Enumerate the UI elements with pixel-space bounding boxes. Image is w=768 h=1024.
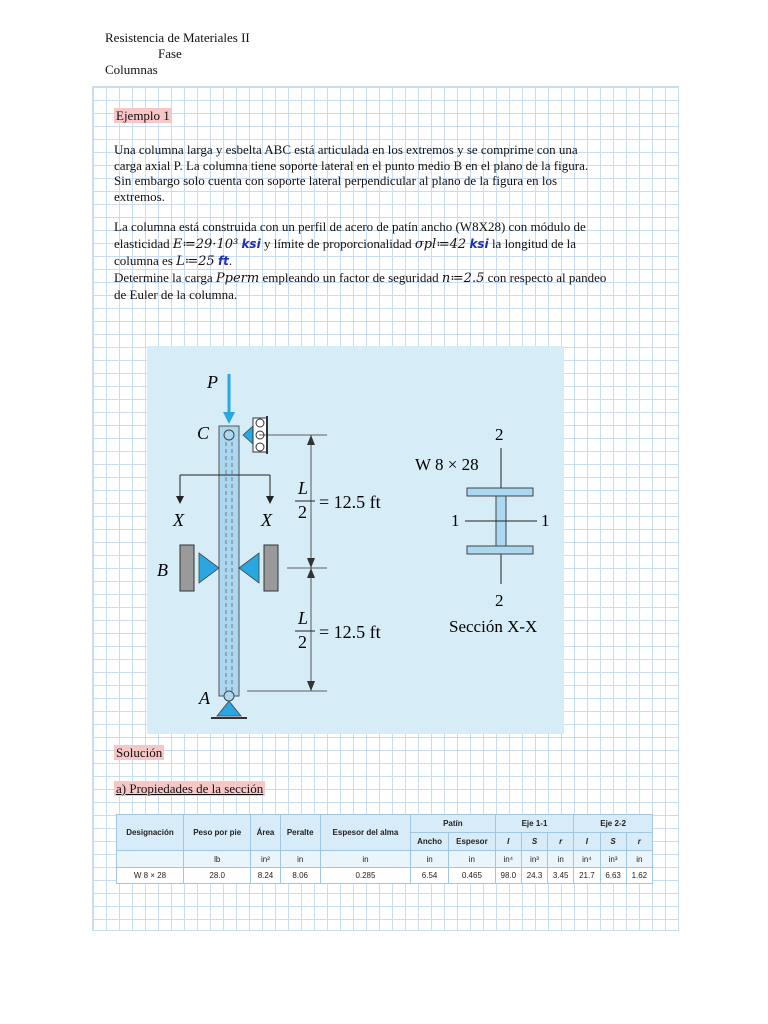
lateral-support-left-icon: [199, 553, 219, 583]
dim-bottom-l: L: [298, 608, 309, 628]
axis-2-top-label: 2: [495, 425, 504, 444]
col-weight: Peso por pie: [183, 815, 251, 851]
solution-subtitle: a) Propiedades de la sección: [116, 781, 264, 796]
column-body: [219, 426, 239, 696]
section-cut-label: Sección X-X: [449, 617, 538, 636]
proportional-limit-expr: σpl≔42: [414, 237, 467, 252]
col-depth: Peralte: [280, 815, 320, 851]
dim-top-2: 2: [298, 502, 307, 522]
col-flange: Patín: [411, 815, 496, 833]
phase-label: Fase: [158, 46, 182, 61]
example-title: Ejemplo 1: [116, 108, 170, 123]
column-figure: [147, 346, 564, 734]
point-b-label: B: [157, 560, 168, 580]
axis-1-right-label: 1: [541, 511, 550, 530]
document-header: [105, 30, 250, 78]
elastic-modulus-expr: E≔29·10³: [172, 237, 239, 252]
topic-label: Columnas: [105, 62, 158, 77]
col-flange-width: Ancho: [411, 833, 449, 851]
pin-c-icon: [224, 430, 234, 440]
allowable-load-expr: Pperm: [215, 271, 260, 286]
dim-bottom-value: = 12.5 ft: [319, 622, 381, 642]
lateral-support-right-icon: [239, 553, 259, 583]
col-flange-thickness: Espesor: [449, 833, 496, 851]
roller-icon: [256, 419, 264, 427]
axis-2-bottom-label: 2: [495, 591, 504, 610]
table-row: W 8 × 28 28.0 8.24 8.06 0.285 6.54 0.465 98.0 24.3 3.45 21.7 6.63 1.62: [117, 868, 653, 884]
col-axis-11: Eje 1-1: [495, 815, 574, 833]
point-c-label: C: [197, 423, 210, 443]
pin-a-icon: [224, 691, 234, 701]
dim-top-value: = 12.5 ft: [319, 492, 381, 512]
problem-paragraph-2: La columna está construida con un perfil de acero de patín ancho (W8X28) con módulo de elasticidad E≔29·10³ ksi y límite de proporcionalidad σpl≔42 ksi la longitud de la columna es L≔25 ft. Determine la carga Pperm empleando un factor de seguridad n≔2.5 con respecto al pandeo de Euler de la columna.: [114, 219, 607, 302]
safety-factor-expr: n≔2.5: [441, 271, 485, 286]
col-axis-22: Eje 2-2: [574, 815, 653, 833]
col-area: Área: [251, 815, 280, 851]
section-name: W 8 × 28: [415, 455, 479, 474]
section-cut-left-label: X: [173, 510, 184, 530]
solution-title: Solución: [116, 745, 163, 760]
section-cut-right-label: X: [261, 510, 272, 530]
w-section-icon: [467, 488, 533, 496]
point-a-label: A: [199, 688, 210, 708]
col-designation: Designación: [117, 815, 184, 851]
course-name: Resistencia de Materiales II: [105, 30, 250, 45]
dim-bottom-2: 2: [298, 632, 307, 652]
axis-1-left-label: 1: [451, 511, 460, 530]
length-expr: L≔25: [176, 254, 215, 269]
section-properties-table: Designación Peso por pie Área Peralte Espesor del alma Patín Eje 1-1 Eje 2-2 Ancho Espesor I S r I S r lb in² in in in in in⁴ in³ in in⁴ in³ in W 8 × 28 28.0 8.24 8.06 0.285 6.54 0.465 98.0 24.3 3.45 21.7 6.63 1.62: [116, 814, 653, 884]
units-row: lb in² in in in in in⁴ in³ in in⁴ in³ in: [117, 851, 653, 868]
dim-top-l: L: [298, 478, 309, 498]
load-label-p: P: [207, 372, 218, 392]
col-web-thickness: Espesor del alma: [320, 815, 410, 851]
problem-paragraph-1: Una columna larga y esbelta ABC está articulada en los extremos y se comprime con una carga axial P. La columna tiene soporte lateral en el punto medio B en el plano de la figura. Sin embargo solo cuenta con soporte lateral perpendicular al plano de la figura en los extremos.: [114, 142, 589, 204]
